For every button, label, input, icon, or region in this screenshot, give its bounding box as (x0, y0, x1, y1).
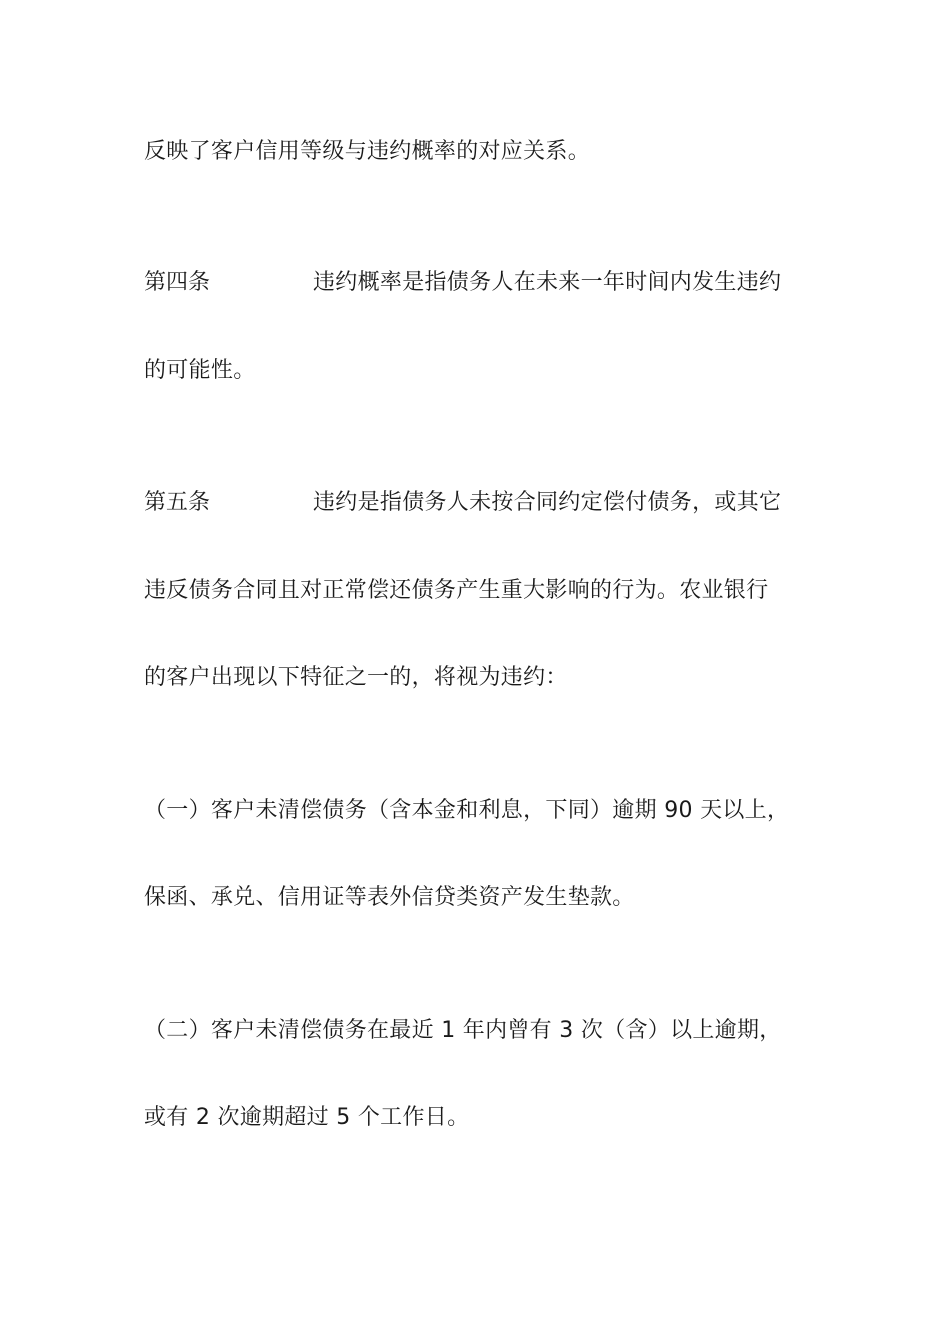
item-2-line-2: 或有 2 次逾期超过 5 个工作日。 (144, 1105, 470, 1130)
item-2-line-1: （二）客户未清偿债务在最近 1 年内曾有 3 次（含）以上逾期， (144, 1018, 782, 1043)
item-1-line-1: （一）客户未清偿债务（含本金和利息，下同）逾期 90 天以上， (144, 798, 790, 823)
item-1-line-2: 保函、承兑、信用证等表外信贷类资产发生垫款。 (144, 885, 635, 910)
article-5-line-3: 的客户出现以下特征之一的，将视为违约： (144, 665, 568, 690)
article-4-heading: 第四条 (144, 270, 211, 295)
article-4-line-2: 的可能性。 (144, 358, 256, 383)
article-5-heading: 第五条 (144, 490, 211, 515)
intro-line: 反映了客户信用等级与违约概率的对应关系。 (144, 139, 591, 164)
article-5-line-2: 违反债务合同且对正常偿还债务产生重大影响的行为。农业银行 (144, 578, 769, 603)
article-4-line-1: 违约概率是指债务人在未来一年时间内发生违约 (313, 270, 782, 295)
article-5-line-1: 违约是指债务人未按合同约定偿付债务，或其它 (313, 490, 782, 515)
